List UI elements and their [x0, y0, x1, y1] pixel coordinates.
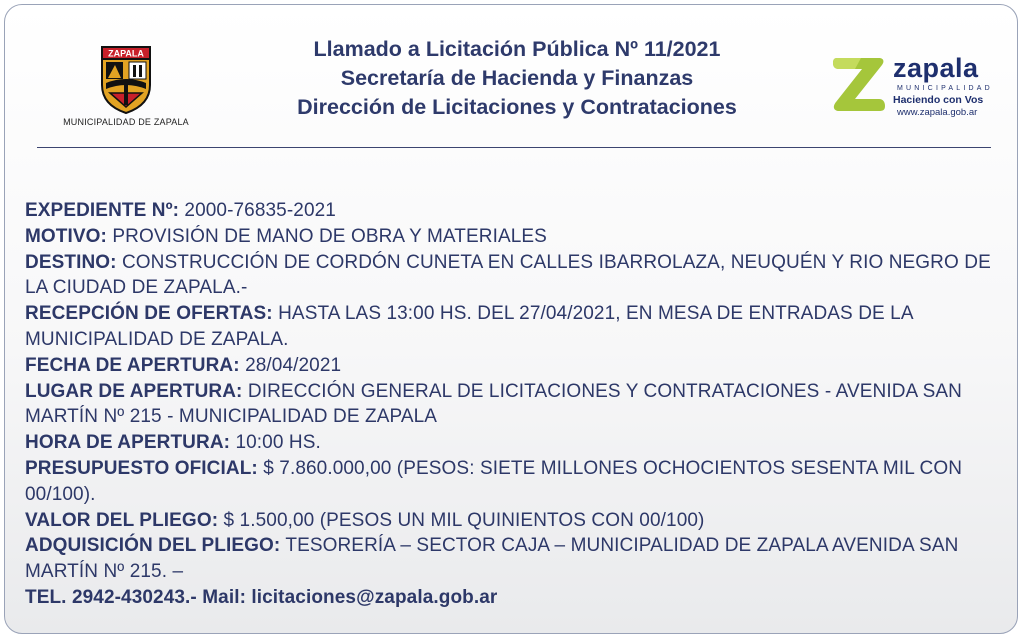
header-divider	[37, 147, 991, 148]
contact-line: TEL. 2942-430243.- Mail: licitaciones@zapala.gob.ar	[25, 586, 498, 608]
notice-body	[25, 198, 1007, 611]
municipality-caption: MUNICIPALIDAD DE ZAPALA	[63, 117, 189, 127]
brand-name: zapala	[893, 53, 979, 83]
field-value: $ 1.500,00 (PESOS UN MIL QUINIENTOS CON 00/100)	[223, 509, 705, 531]
field-value: TESORERÍA – SECTOR CAJA – MUNICIPALIDAD DE ZAPALA AVENIDA SAN MARTÍN Nº 215. –	[25, 535, 959, 583]
field-destino	[25, 250, 1007, 302]
brand-tagline: Haciendo con Vos	[893, 94, 984, 106]
field-presupuesto	[25, 456, 1007, 508]
brand-subtitle: MUNICIPALIDAD	[897, 85, 993, 92]
coat-of-arms-icon	[100, 45, 152, 115]
field-label: ADQUISICIÓN DEL PLIEGO:	[25, 535, 281, 557]
field-adquisicion	[25, 533, 1007, 585]
field-value: $ 7.860.000,00 (PESOS: SIETE MILLONES OCHOCIENTOS SESENTA MIL CON 00/100).	[25, 457, 963, 505]
municipality-logo	[61, 45, 191, 127]
field-lugar-apertura	[25, 379, 1007, 431]
field-label: VALOR DEL PLIEGO:	[25, 509, 219, 531]
field-label: DESTINO:	[25, 251, 117, 273]
title-line-1: Llamado a Licitación Pública Nº 11/2021	[313, 37, 721, 61]
field-value: CONSTRUCCIÓN DE CORDÓN CUNETA EN CALLES IBARROLAZA, NEUQUÉN Y RIO NEGRO DE LA CIUDAD DE ZAPALA.-	[25, 251, 991, 299]
field-label: PRESUPUESTO OFICIAL:	[25, 457, 258, 479]
field-value: 28/04/2021	[245, 354, 342, 376]
field-hora-apertura	[25, 430, 1007, 456]
field-label: HORA DE APERTURA:	[25, 432, 231, 454]
field-value: 2000-76835-2021	[184, 200, 336, 221]
field-label: LUGAR DE APERTURA:	[25, 380, 243, 402]
title-line-2: Secretaría de Hacienda y Finanzas	[340, 66, 694, 90]
field-value: HASTA LAS 13:00 HS. DEL 27/04/2021, EN MESA DE ENTRADAS DE LA MUNICIPALIDAD DE ZAPALA.	[25, 303, 913, 350]
notice-card	[4, 4, 1018, 634]
field-fecha-apertura	[25, 353, 1007, 379]
field-label: FECHA DE APERTURA:	[25, 354, 240, 376]
field-label: EXPEDIENTE Nº:	[25, 200, 180, 221]
field-value: DIRECCIÓN GENERAL DE LICITACIONES Y CONTRATACIONES - AVENIDA SAN MARTÍN Nº 215 - MUNICIPALIDAD DE ZAPALA	[25, 380, 962, 428]
brand-url: www.zapala.gob.ar	[897, 107, 978, 118]
zapala-brand-logo	[831, 55, 1001, 117]
z-logo-icon	[831, 55, 887, 113]
field-value: 10:00 HS.	[235, 432, 321, 454]
shield-text: ZAPALA	[108, 48, 144, 59]
field-label: RECEPCIÓN DE OFERTAS:	[25, 303, 273, 325]
field-motivo	[25, 224, 1007, 250]
field-valor-pliego	[25, 508, 1007, 534]
field-value: PROVISIÓN DE MANO DE OBRA Y MATERIALES	[112, 225, 547, 247]
field-expediente	[25, 198, 1007, 224]
field-recepcion	[25, 301, 1007, 353]
page-title	[217, 35, 817, 122]
field-label: MOTIVO:	[25, 225, 107, 247]
title-line-3: Dirección de Licitaciones y Contrataciones	[297, 95, 737, 119]
